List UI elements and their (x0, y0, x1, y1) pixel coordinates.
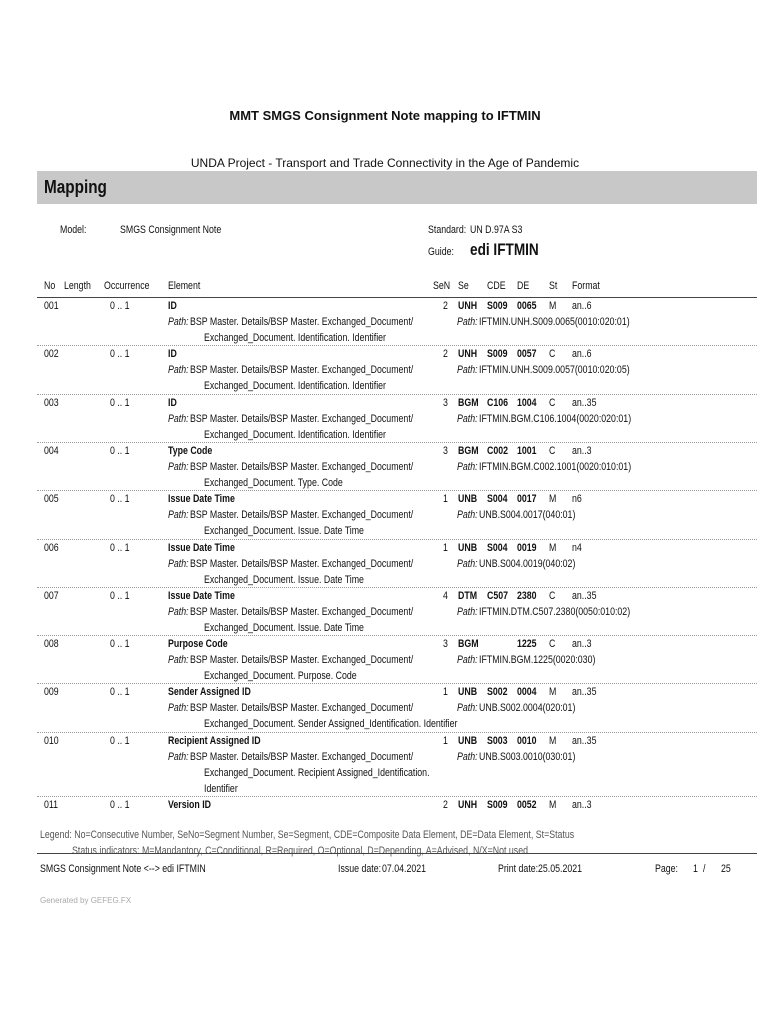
row-number: 005 (44, 493, 59, 505)
row-segment-path: IFTMIN.BGM.C106.1004(0020:020:01) (479, 413, 632, 425)
document-subtitle: UNDA Project - Transport and Trade Connectivity in the Age of Pandemic (190, 156, 580, 170)
col-header-occurrence: Occurrence (104, 280, 150, 292)
row-path-label: Path: (168, 702, 189, 714)
row-element-name: Recipient Assigned ID (168, 735, 261, 747)
row-occurrence: 0 .. 1 (110, 590, 130, 602)
row-data-element: 1225 (517, 638, 537, 650)
row-element-name: Sender Assigned ID (168, 686, 251, 698)
row-number: 002 (44, 348, 59, 360)
row-data-element: 0010 (517, 735, 537, 747)
footer-issue-date: 07.04.2021 (382, 863, 427, 875)
row-path-label: Path: (168, 654, 189, 666)
row-status: M (549, 799, 557, 811)
row-status: C (549, 397, 556, 409)
row-divider (37, 635, 757, 636)
row-segment: DTM (458, 590, 478, 602)
footer-print-date-label: Print date: (498, 863, 539, 875)
row-path-line: BSP Master. Details/BSP Master. Exchanged_Document/ (190, 461, 414, 473)
row-segment-path: IFTMIN.UNH.S009.0065(0010:020:01) (479, 316, 630, 328)
row-segment-path-label: Path: (457, 654, 478, 666)
row-composite-element: S009 (487, 348, 508, 360)
row-composite-element: S003 (487, 735, 508, 747)
footer-issue-date-label: Issue date: (338, 863, 382, 875)
row-status: C (549, 590, 556, 602)
row-segment: BGM (458, 445, 479, 457)
row-path-line: BSP Master. Details/BSP Master. Exchanged_Document/ (190, 702, 414, 714)
footer-print-date: 25.05.2021 (538, 863, 583, 875)
row-divider (37, 796, 757, 797)
row-segment-path-label: Path: (457, 413, 478, 425)
col-header-no: No (44, 280, 56, 292)
row-segment-path-label: Path: (457, 702, 478, 714)
row-path-line: Exchanged_Document. Issue. Date Time (204, 622, 364, 634)
row-format: an..6 (572, 300, 592, 312)
row-segment-number: 3 (443, 638, 448, 650)
row-element-name: Purpose Code (168, 638, 228, 650)
row-path-line: BSP Master. Details/BSP Master. Exchanged_Document/ (190, 654, 414, 666)
footer-page-label: Page: (655, 863, 678, 875)
row-divider (37, 490, 757, 491)
section-header-bar (37, 171, 757, 204)
row-segment-path: IFTMIN.UNH.S009.0057(0010:020:05) (479, 364, 630, 376)
col-header-length: Length (64, 280, 91, 292)
row-segment-number: 3 (443, 397, 448, 409)
row-segment-path-label: Path: (457, 364, 478, 376)
row-element-name: Issue Date Time (168, 590, 235, 602)
row-occurrence: 0 .. 1 (110, 638, 130, 650)
col-header-de: DE (517, 280, 530, 292)
row-segment-path: UNB.S003.0010(030:01) (479, 751, 576, 763)
row-path-line: BSP Master. Details/BSP Master. Exchanged_Document/ (190, 509, 414, 521)
row-data-element: 0052 (517, 799, 537, 811)
row-number: 006 (44, 542, 59, 554)
row-occurrence: 0 .. 1 (110, 493, 130, 505)
row-segment-path-label: Path: (457, 558, 478, 570)
row-number: 007 (44, 590, 59, 602)
row-path-line: BSP Master. Details/BSP Master. Exchanged_Document/ (190, 316, 414, 328)
row-number: 010 (44, 735, 59, 747)
row-segment-path-label: Path: (457, 751, 478, 763)
row-path-label: Path: (168, 606, 189, 618)
row-data-element: 0019 (517, 542, 537, 554)
section-title: Mapping (44, 177, 107, 197)
row-segment-path: UNB.S004.0019(040:02) (479, 558, 576, 570)
row-format: an..3 (572, 445, 592, 457)
footer-divider (37, 853, 757, 854)
row-element-name: ID (168, 397, 177, 409)
row-segment-number: 1 (443, 735, 448, 747)
row-segment: UNB (458, 493, 478, 505)
col-header-se: Se (458, 280, 469, 292)
row-format: an..35 (572, 397, 597, 409)
row-number: 001 (44, 300, 59, 312)
row-data-element: 0004 (517, 686, 537, 698)
row-format: an..35 (572, 735, 597, 747)
row-segment-number: 2 (443, 348, 448, 360)
row-element-name: Issue Date Time (168, 542, 235, 554)
row-segment-number: 1 (443, 542, 448, 554)
legend-line-2: Status indicators: M=Mandantory, C=Conditional, R=Required, O=Optional, D=Depending, A=Advised, N/X=Not used (72, 845, 528, 857)
row-path-label: Path: (168, 364, 189, 376)
row-data-element: 0065 (517, 300, 537, 312)
row-composite-element: S009 (487, 799, 508, 811)
row-divider (37, 394, 757, 395)
row-segment-path-label: Path: (457, 509, 478, 521)
row-element-name: Version ID (168, 799, 212, 811)
row-composite-element: S009 (487, 300, 508, 312)
row-segment: UNB (458, 735, 478, 747)
row-composite-element: C002 (487, 445, 509, 457)
row-path-line: BSP Master. Details/BSP Master. Exchanged_Document/ (190, 413, 414, 425)
row-path-label: Path: (168, 316, 189, 328)
row-divider (37, 345, 757, 346)
row-format: an..3 (572, 638, 592, 650)
row-segment: BGM (458, 638, 479, 650)
row-status: C (549, 638, 556, 650)
row-number: 008 (44, 638, 59, 650)
row-segment-path: IFTMIN.DTM.C507.2380(0050:010:02) (479, 606, 631, 618)
model-value: SMGS Consignment Note (120, 224, 222, 236)
row-segment-path: IFTMIN.BGM.1225(0020:030) (479, 654, 596, 666)
row-composite-element: S004 (487, 542, 508, 554)
row-segment: UNH (458, 300, 478, 312)
row-occurrence: 0 .. 1 (110, 300, 130, 312)
row-format: an..6 (572, 348, 592, 360)
row-segment-number: 3 (443, 445, 448, 457)
row-path-line: Identifier (204, 783, 238, 795)
row-path-label: Path: (168, 461, 189, 473)
footer-page-current: 1 (693, 863, 698, 875)
document-title: MMT SMGS Consignment Note mapping to IFTMIN (229, 108, 541, 123)
row-path-line: BSP Master. Details/BSP Master. Exchanged_Document/ (190, 364, 414, 376)
row-segment-path-label: Path: (457, 606, 478, 618)
row-occurrence: 0 .. 1 (110, 348, 130, 360)
row-segment: UNB (458, 542, 478, 554)
row-path-label: Path: (168, 751, 189, 763)
row-path-line: Exchanged_Document. Identification. Identifier (204, 429, 386, 441)
col-header-element: Element (168, 280, 201, 292)
row-segment-number: 1 (443, 493, 448, 505)
row-path-line: Exchanged_Document. Identification. Identifier (204, 380, 386, 392)
row-format: an..35 (572, 686, 597, 698)
row-element-name: Type Code (168, 445, 213, 457)
header-divider (37, 297, 757, 298)
row-segment: UNB (458, 686, 478, 698)
row-segment-number: 1 (443, 686, 448, 698)
row-data-element: 1004 (517, 397, 537, 409)
row-number: 003 (44, 397, 59, 409)
row-status: M (549, 542, 557, 554)
row-path-label: Path: (168, 509, 189, 521)
footer-page-separator: / (703, 863, 706, 875)
row-occurrence: 0 .. 1 (110, 686, 130, 698)
row-path-line: BSP Master. Details/BSP Master. Exchanged_Document/ (190, 558, 414, 570)
row-divider (37, 539, 757, 540)
col-header-cde: CDE (487, 280, 506, 292)
row-segment: BGM (458, 397, 479, 409)
guide-label: Guide: (428, 246, 454, 258)
row-element-name: Issue Date Time (168, 493, 235, 505)
row-element-name: ID (168, 348, 177, 360)
row-path-line: Exchanged_Document. Issue. Date Time (204, 525, 364, 537)
row-path-label: Path: (168, 558, 189, 570)
guide-value: edi IFTMIN (470, 240, 539, 259)
standard-label: Standard: (428, 224, 467, 236)
legend-line-1: Legend: No=Consecutive Number, SeNo=Segment Number, Se=Segment, CDE=Composite Data Element, DE=Data Element, St=Status (40, 829, 575, 841)
footer-document-name: SMGS Consignment Note <--> edi IFTMIN (40, 863, 206, 875)
row-element-name: ID (168, 300, 177, 312)
row-path-line: Exchanged_Document. Issue. Date Time (204, 574, 364, 586)
row-occurrence: 0 .. 1 (110, 799, 130, 811)
row-occurrence: 0 .. 1 (110, 542, 130, 554)
row-format: n6 (572, 493, 582, 505)
col-header-format: Format (572, 280, 600, 292)
row-segment-number: 4 (443, 590, 448, 602)
row-status: M (549, 686, 557, 698)
row-composite-element: C106 (487, 397, 509, 409)
row-format: n4 (572, 542, 582, 554)
row-divider (37, 442, 757, 443)
row-status: M (549, 735, 557, 747)
row-status: M (549, 493, 557, 505)
row-path-line: Exchanged_Document. Recipient Assigned_Identification. (204, 767, 430, 779)
row-data-element: 2380 (517, 590, 537, 602)
row-segment: UNH (458, 799, 478, 811)
row-number: 009 (44, 686, 59, 698)
model-label: Model: (60, 224, 87, 236)
row-number: 004 (44, 445, 59, 457)
row-format: an..35 (572, 590, 597, 602)
row-composite-element: S004 (487, 493, 508, 505)
footer-page-total: 25 (721, 863, 731, 875)
row-segment-path: UNB.S004.0017(040:01) (479, 509, 576, 521)
row-path-line: BSP Master. Details/BSP Master. Exchanged_Document/ (190, 606, 414, 618)
row-path-line: Exchanged_Document. Identification. Identifier (204, 332, 386, 344)
row-segment: UNH (458, 348, 478, 360)
row-divider (37, 587, 757, 588)
row-divider (37, 683, 757, 684)
row-path-line: BSP Master. Details/BSP Master. Exchanged_Document/ (190, 751, 414, 763)
row-path-line: Exchanged_Document. Sender Assigned_Identification. Identifier (204, 718, 458, 730)
row-format: an..3 (572, 799, 592, 811)
row-segment-number: 2 (443, 300, 448, 312)
row-data-element: 0017 (517, 493, 537, 505)
row-data-element: 0057 (517, 348, 537, 360)
row-status: M (549, 300, 557, 312)
row-path-label: Path: (168, 413, 189, 425)
row-segment-path-label: Path: (457, 461, 478, 473)
row-status: C (549, 348, 556, 360)
row-path-line: Exchanged_Document. Purpose. Code (204, 670, 357, 682)
generated-by-note: Generated by GEFEG.FX (40, 896, 132, 905)
row-occurrence: 0 .. 1 (110, 397, 130, 409)
row-data-element: 1001 (517, 445, 537, 457)
row-composite-element: S002 (487, 686, 508, 698)
row-divider (37, 732, 757, 733)
row-segment-number: 2 (443, 799, 448, 811)
row-segment-path: IFTMIN.BGM.C002.1001(0020:010:01) (479, 461, 632, 473)
row-composite-element: C507 (487, 590, 509, 602)
row-number: 011 (44, 799, 59, 811)
col-header-seno: SeN (433, 280, 451, 292)
row-status: C (549, 445, 556, 457)
row-segment-path-label: Path: (457, 316, 478, 328)
row-occurrence: 0 .. 1 (110, 445, 130, 457)
standard-value: UN D.97A S3 (470, 224, 523, 236)
row-segment-path: UNB.S002.0004(020:01) (479, 702, 576, 714)
row-path-line: Exchanged_Document. Type. Code (204, 477, 343, 489)
row-occurrence: 0 .. 1 (110, 735, 130, 747)
col-header-st: St (549, 280, 558, 292)
